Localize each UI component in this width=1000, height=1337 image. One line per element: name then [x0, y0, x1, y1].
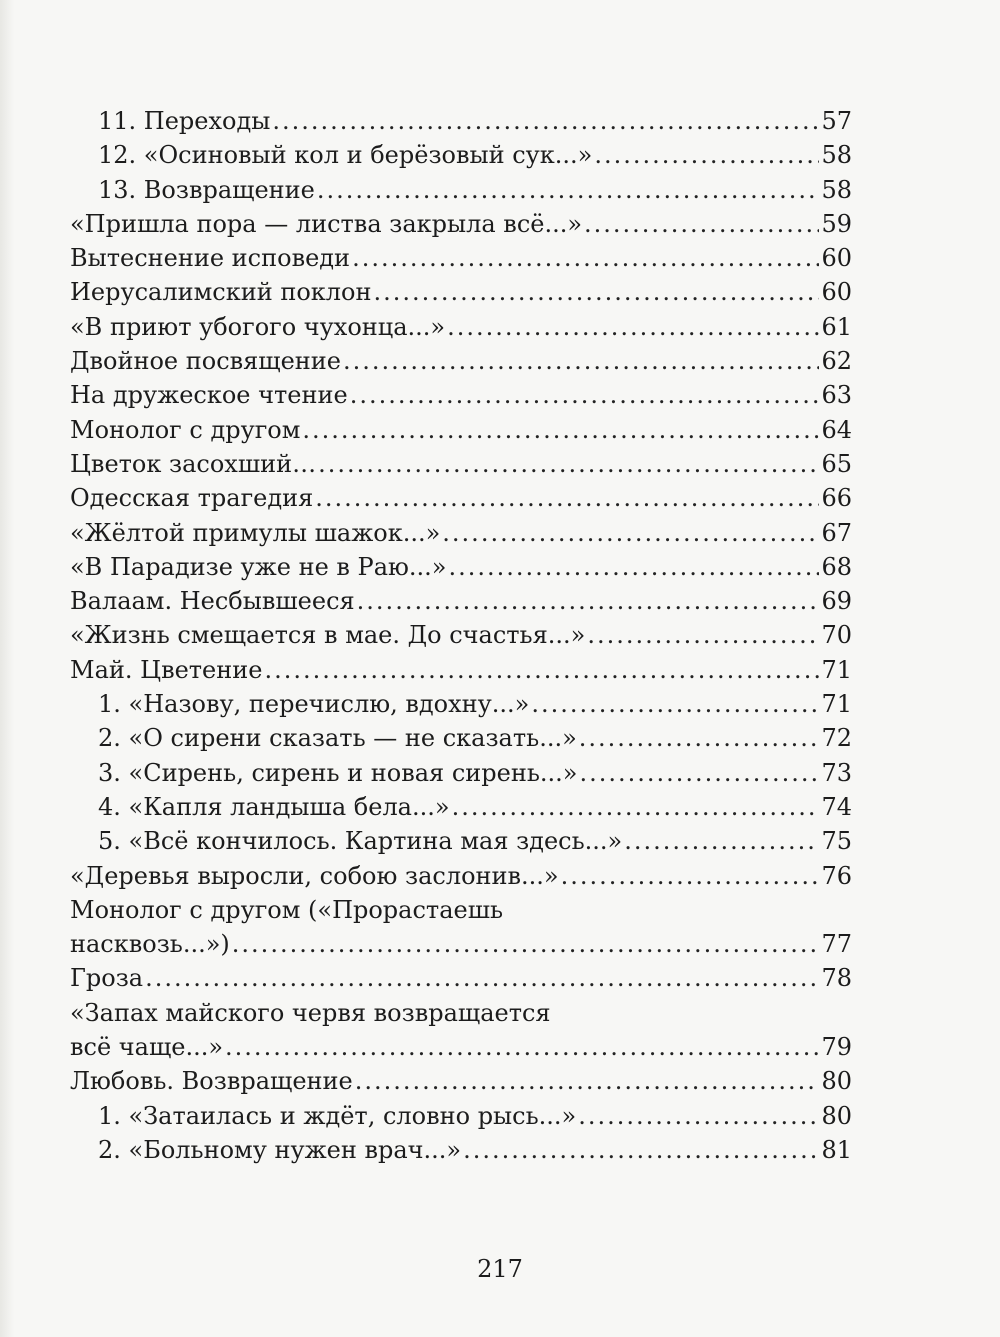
toc-entry-title: 12. «Осиновый кол и берёзовый сук...» [98, 141, 593, 170]
toc-entry [70, 550, 852, 584]
toc-entry-title: «В Парадизе уже не в Раю...» [70, 552, 447, 581]
toc-entry [70, 275, 852, 309]
toc-entry [70, 1133, 852, 1167]
toc-entry-title: «Жёлтой примулы шажок...» [70, 518, 441, 547]
toc-entry-page: 80 [821, 1067, 852, 1096]
toc-entry [70, 378, 852, 412]
toc-entry-page: 70 [821, 621, 852, 650]
dot-leader [624, 824, 819, 858]
toc-entry-title: Цветок засохший… [70, 449, 317, 478]
dot-leader [357, 584, 820, 618]
toc-entry [70, 584, 852, 618]
toc-entry-title: «Запах майского червя возвращается [70, 998, 551, 1027]
toc-entry [70, 310, 852, 344]
toc-entry-title: 2. «Больному нужен врач...» [98, 1135, 462, 1164]
toc-entry-page: 71 [821, 690, 852, 719]
dot-leader [561, 859, 820, 893]
toc-entry [70, 516, 852, 550]
dot-leader [232, 927, 820, 961]
table-of-contents [70, 104, 852, 1167]
toc-entry-page: 66 [821, 484, 852, 513]
toc-entry [70, 344, 852, 378]
toc-entry [70, 790, 852, 824]
toc-entry-page: 72 [821, 724, 852, 753]
toc-entry-title: Двойное посвящение [70, 347, 341, 376]
dot-leader [452, 790, 820, 824]
toc-entry [70, 104, 852, 138]
toc-entry-title: 4. «Капля ландыша бела...» [98, 792, 450, 821]
toc-entry-page: 81 [821, 1135, 852, 1164]
toc-entry-page: 67 [821, 518, 852, 547]
toc-entry-page: 71 [821, 655, 852, 684]
toc-entry-page: 58 [821, 175, 852, 204]
dot-leader [579, 721, 820, 755]
dot-leader [318, 447, 819, 481]
toc-entry-title: 13. Возвращение [98, 175, 315, 204]
dot-leader [373, 275, 819, 309]
dot-leader [448, 550, 819, 584]
dot-leader [442, 516, 819, 550]
dot-leader [355, 1064, 820, 1098]
toc-entry-title: Монолог с другом [70, 415, 301, 444]
toc-entry-page: 65 [821, 449, 852, 478]
toc-entry [70, 961, 852, 995]
toc-entry-title: насквозь...») [70, 930, 230, 959]
toc-entry-page: 59 [821, 209, 852, 238]
toc-entry [70, 721, 852, 755]
dot-leader [447, 310, 819, 344]
toc-entry-page: 64 [821, 415, 852, 444]
toc-entry [70, 927, 852, 961]
toc-entry-title: Вытеснение исповеди [70, 244, 351, 273]
toc-entry-page: 60 [821, 244, 852, 273]
toc-entry-title: Любовь. Возвращение [70, 1067, 353, 1096]
toc-entry-page: 62 [821, 347, 852, 376]
toc-entry-title: 11. Переходы [98, 107, 271, 135]
dot-leader [579, 756, 819, 790]
toc-entry-page: 74 [821, 792, 852, 821]
dot-leader [594, 138, 819, 172]
toc-entry-title: Одесская трагедия [70, 484, 314, 513]
toc-entry [70, 859, 852, 893]
toc-entry-title: 2. «О сирени сказать — не сказать...» [98, 724, 577, 753]
toc-entry [70, 756, 852, 790]
toc-entry [70, 1064, 852, 1098]
toc-entry-title: «Жизнь смещается в мае. До счастья...» [70, 621, 586, 650]
dot-leader [350, 378, 820, 412]
toc-entry-title: Монолог с другом («Прорастаешь [70, 895, 504, 924]
dot-leader [317, 173, 820, 207]
toc-entry [70, 1030, 852, 1064]
toc-entry [70, 996, 852, 1030]
toc-entry-title: «Пришла пора — листва закрыла всё...» [70, 209, 583, 238]
toc-entry-title: «В приют убогого чухонца...» [70, 312, 446, 341]
dot-leader [463, 1133, 819, 1167]
toc-entry [70, 241, 852, 275]
toc-entry-title: всё чаще...» [70, 1033, 224, 1062]
toc-entry-title: 5. «Всё кончилось. Картина мая здесь...» [98, 827, 623, 856]
page-edge-shadow [0, 0, 14, 1337]
toc-entry [70, 207, 852, 241]
toc-entry-page: 61 [821, 312, 852, 341]
dot-leader [264, 653, 819, 687]
dot-leader [584, 207, 819, 241]
toc-entry-page: 76 [821, 861, 852, 890]
toc-entry-page: 75 [821, 827, 852, 856]
toc-entry-title: 1. «Затаилась и ждёт, словно рысь...» [98, 1101, 577, 1130]
toc-entry-page: 63 [821, 381, 852, 410]
toc-entry-title: Май. Цветение [70, 655, 263, 684]
toc-entry-page: 73 [821, 758, 852, 787]
toc-entry [70, 173, 852, 207]
toc-entry-title: 3. «Сирень, сирень и новая сирень...» [98, 758, 578, 787]
dot-leader [587, 618, 819, 652]
dot-leader [302, 413, 819, 447]
toc-entry-title: «Деревья выросли, собою заслонив...» [70, 861, 559, 890]
dot-leader [315, 481, 819, 515]
dot-leader [343, 344, 819, 378]
dot-leader [225, 1030, 819, 1064]
toc-entry [70, 653, 852, 687]
dot-leader [531, 687, 819, 721]
toc-entry-page: 69 [821, 587, 852, 616]
toc-entry-page: 79 [821, 1033, 852, 1062]
dot-leader [352, 241, 819, 275]
dot-leader [272, 104, 819, 138]
toc-entry-page: 68 [821, 552, 852, 581]
toc-entry-page: 58 [821, 141, 852, 170]
toc-entry [70, 481, 852, 515]
toc-entry-page: 78 [821, 964, 852, 993]
toc-entry [70, 138, 852, 172]
toc-entry-page: 77 [821, 930, 852, 959]
toc-entry-page: 57 [821, 107, 852, 135]
toc-entry [70, 687, 852, 721]
toc-entry-title: 1. «Назову, перечислю, вдохну...» [98, 690, 530, 719]
toc-entry [70, 824, 852, 858]
toc-entry-page: 80 [821, 1101, 852, 1130]
toc-entry [70, 413, 852, 447]
toc-entry [70, 893, 852, 927]
toc-entry [70, 618, 852, 652]
toc-entry [70, 447, 852, 481]
toc-entry-title: Валаам. Несбывшееся [70, 587, 355, 616]
dot-leader [578, 1099, 819, 1133]
toc-entry-title: Гроза [70, 964, 144, 993]
toc-entry-title: Иерусалимский поклон [70, 278, 372, 307]
toc-entry-title: На дружеское чтение [70, 381, 348, 410]
toc-entry-page: 60 [821, 278, 852, 307]
page-number: 217 [477, 1255, 523, 1283]
toc-entry [70, 1099, 852, 1133]
dot-leader [145, 961, 819, 995]
